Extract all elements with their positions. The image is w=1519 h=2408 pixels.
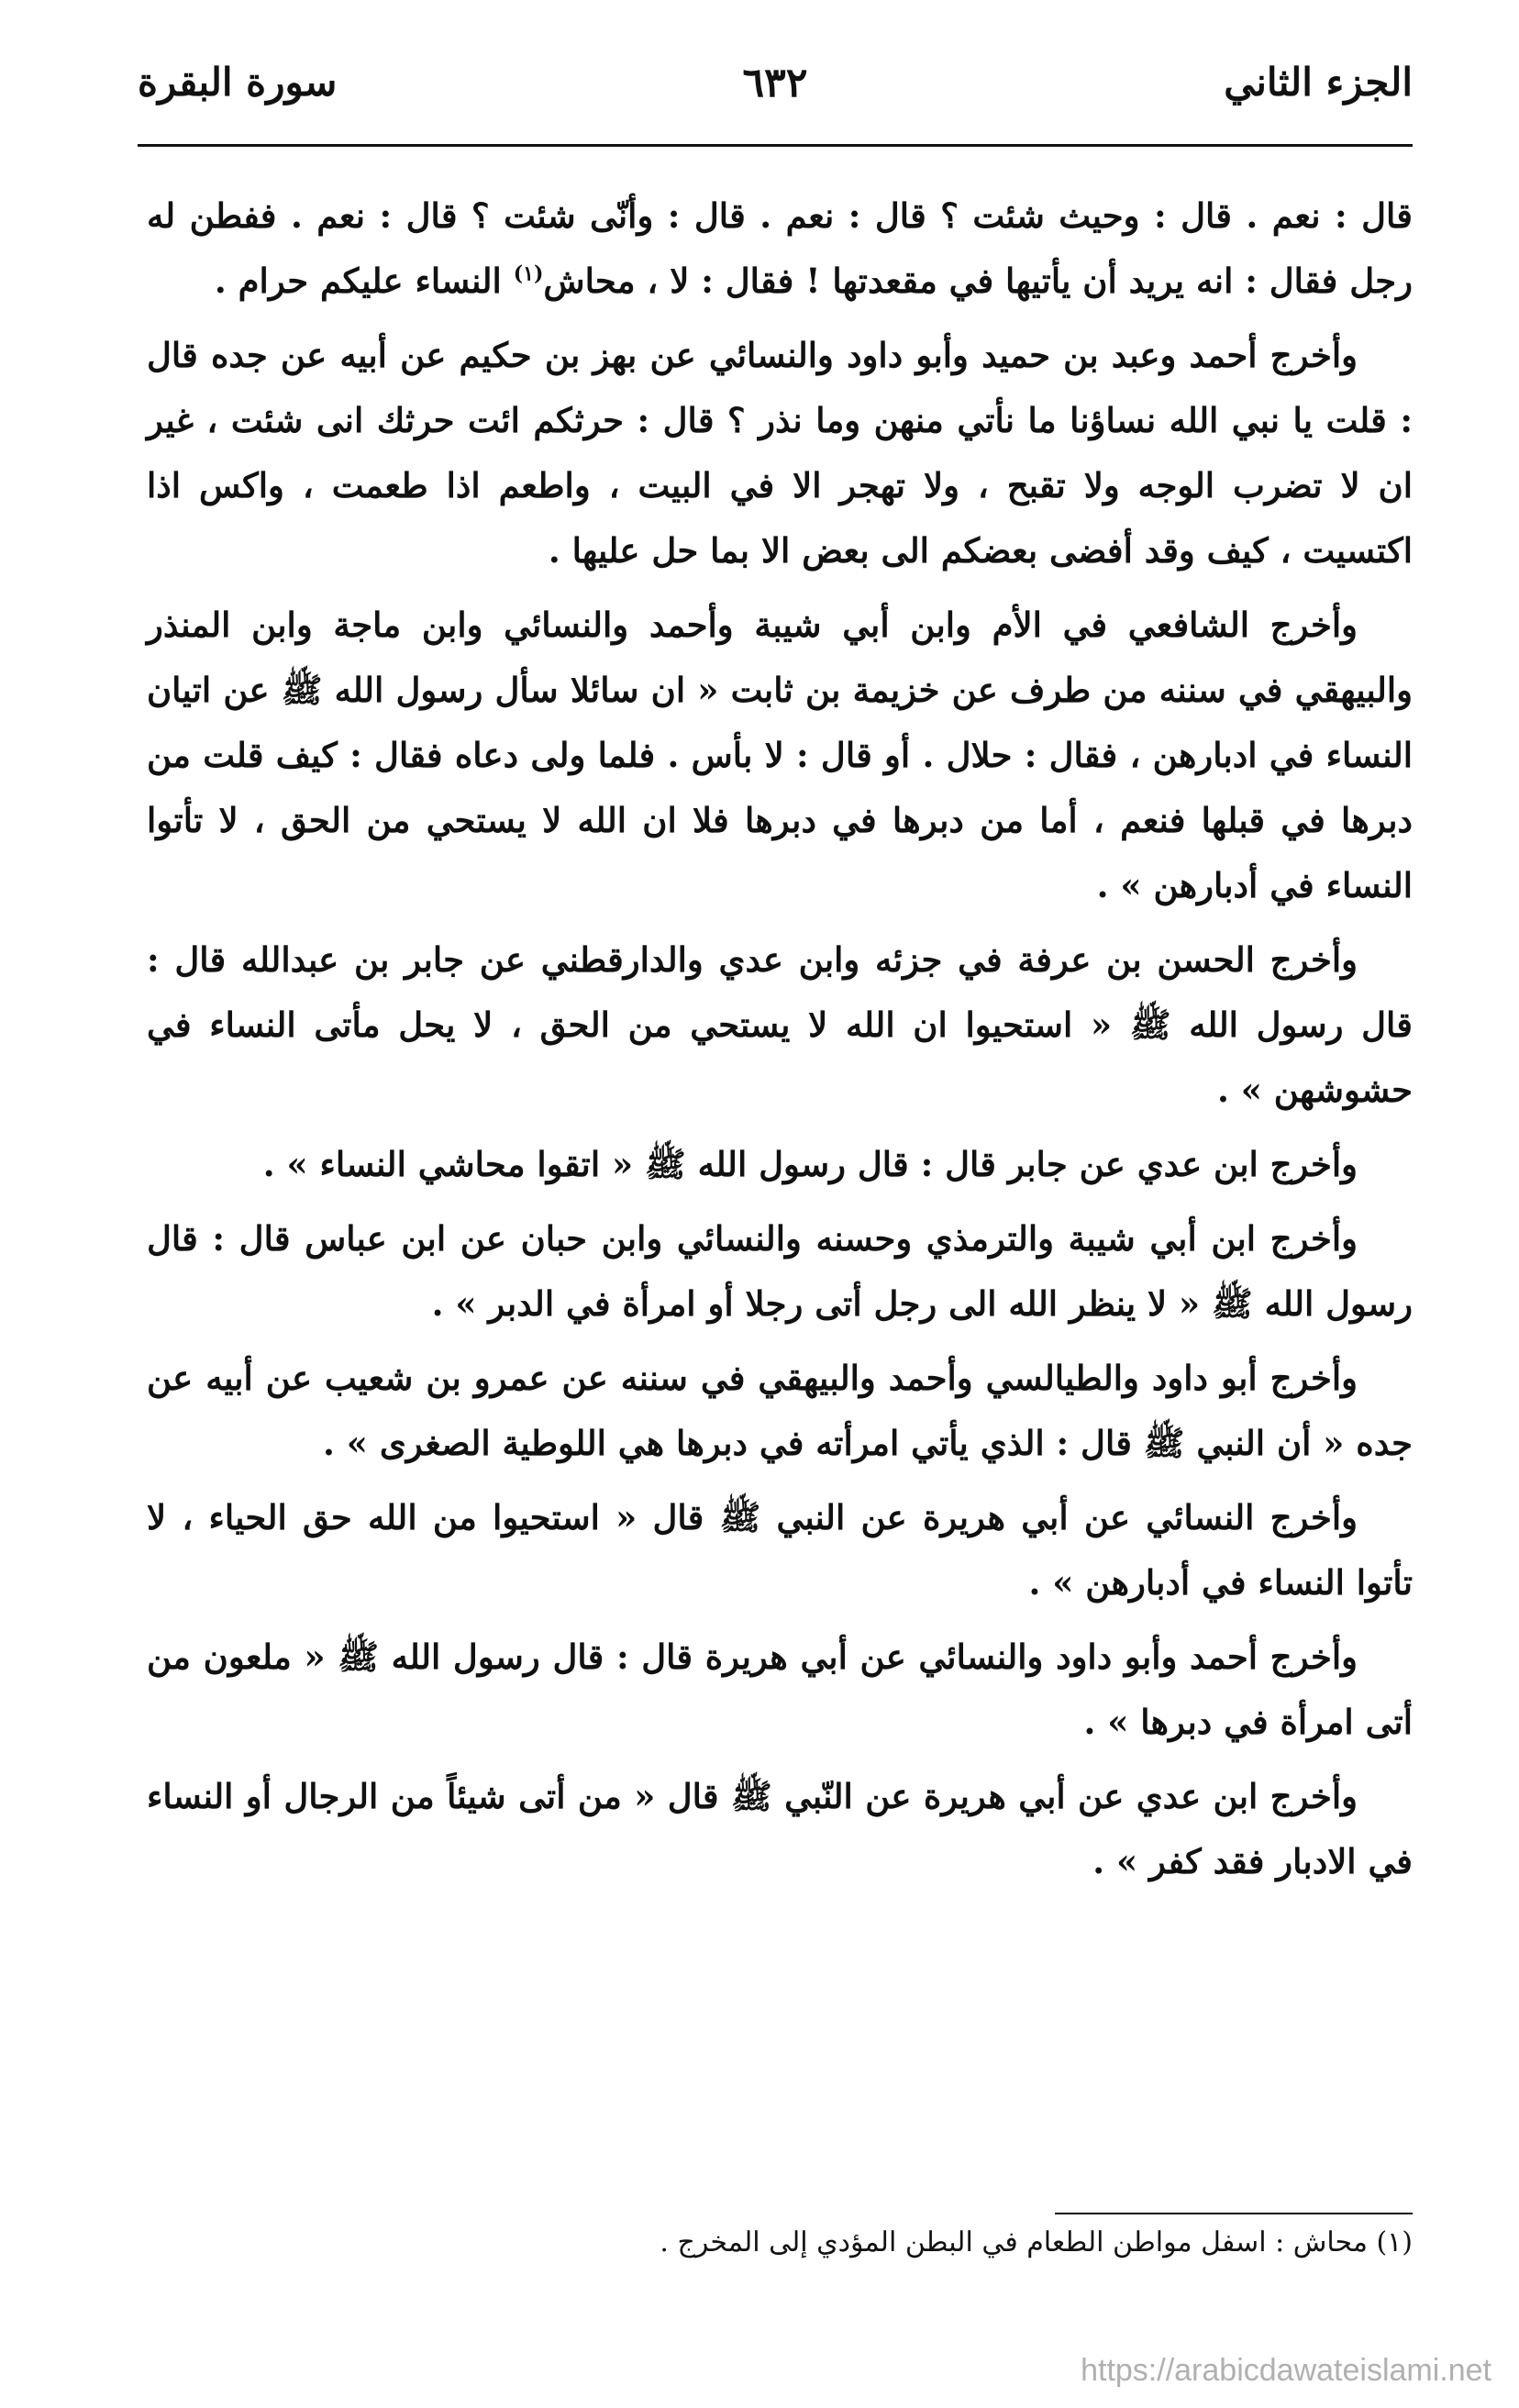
paragraph: وأخرج ابن أبي شيبة والترمذي وحسنه والنسائي وابن حبان عن ابن عباس قال : قال رسول الله ﷺ « لا ينظر الله الى رجل أتى رجلا أو امرأة في الدبر » . [147, 1218, 1413, 1324]
paragraph: وأخرج ابن عدي عن جابر قال : قال رسول الله ﷺ « اتقوا محاشي النساء » . [262, 1144, 1358, 1184]
header-divider [138, 144, 1413, 147]
paragraph: وأخرج أحمد وأبو داود والنسائي عن أبي هريرة قال : قال رسول الله ﷺ « ملعون من أتى امرأة في دبرها » . [147, 1637, 1413, 1742]
paragraph: وأخرج النسائي عن أبي هريرة عن النبي ﷺ قال « استحيوا من الله حق الحياء ، لا تأتوا النساء في أدبارهن » . [147, 1497, 1413, 1603]
page-header [138, 50, 1413, 133]
footnote-marker: (١) [513, 261, 544, 286]
surah-title: سورة البقرة [138, 60, 338, 105]
footnote-divider [1055, 2213, 1413, 2214]
paragraph: وأخرج الشافعي في الأم وابن أبي شيبة وأحمد والنسائي وابن ماجة وابن المنذر والبيهقي في سننه من طرف عن خزيمة بن ثابت « ان سائلا سأل رسول الله ﷺ عن اتيان النساء في ادبارهن ، فقال : حلال . أو قال : لا بأس . فلما ولى دعاه فقال : كيف قلت من دبرها في قبلها فنعم ، أما من دبرها في دبرها فلا ان الله لا يستحي من الحق ، لا تأتوا النساء في أدبارهن » . [147, 605, 1413, 905]
main-text [147, 183, 1413, 1903]
paragraph: وأخرج أحمد وعبد بن حميد وأبو داود والنسائي عن بهز بن حكيم عن أبيه عن جده قال : قلت يا نبي الله نساؤنا ما نأتي منهن وما نذر ؟ قال : حرثكم ائت حرثك انى شئت ، غير ان لا تضرب الوجه ولا تقبح ، ولا تهجر الا في البيت ، واطعم اذا طعمت ، واكس اذا اكتسيت ، كيف وقد أفضى بعضكم الى بعض الا بما حل عليها . [147, 335, 1413, 571]
paragraph: وأخرج الحسن بن عرفة في جزئه وابن عدي والدارقطني عن جابر بن عبدالله قال : قال رسول الله ﷺ « استحيوا ان الله لا يستحي من الحق ، لا يحل مأتى النساء في حشوشهن » . [147, 939, 1413, 1110]
paragraph: وأخرج ابن عدي عن أبي هريرة عن النّبي ﷺ قال « من أتى شيئاً من الرجال أو النساء في الادبار فقد كفر » . [147, 1776, 1413, 1881]
paragraph-text: النساء عليكم حرام . [214, 261, 502, 301]
paragraph: وأخرج أبو داود والطيالسي وأحمد والبيهقي في سننه عن عمرو بن شعيب عن أبيه عن جده « أن النبي ﷺ قال : الذي يأتي امرأته في دبرها هي اللوطية الصغرى » . [147, 1358, 1413, 1463]
paragraph-text: قال : نعم . قال : وحيث شئت ؟ قال : نعم . قال : وأنّى شئت ؟ قال : نعم . ففطن له رجل فقال : انه يريد أن يأتيها في مقعدتها ! فقال : لا ، محاش [147, 195, 1413, 301]
footnote: (١) محاش : اسفل مواطن الطعام في البطن المؤدي إلى المخرج . [660, 2226, 1413, 2258]
watermark-url: https://arabicdawateislami.net [1081, 2353, 1491, 2388]
paragraph [147, 183, 1413, 314]
part-title: الجزء الثاني [1224, 60, 1413, 105]
page-number: ٦٣٢ [742, 60, 808, 106]
